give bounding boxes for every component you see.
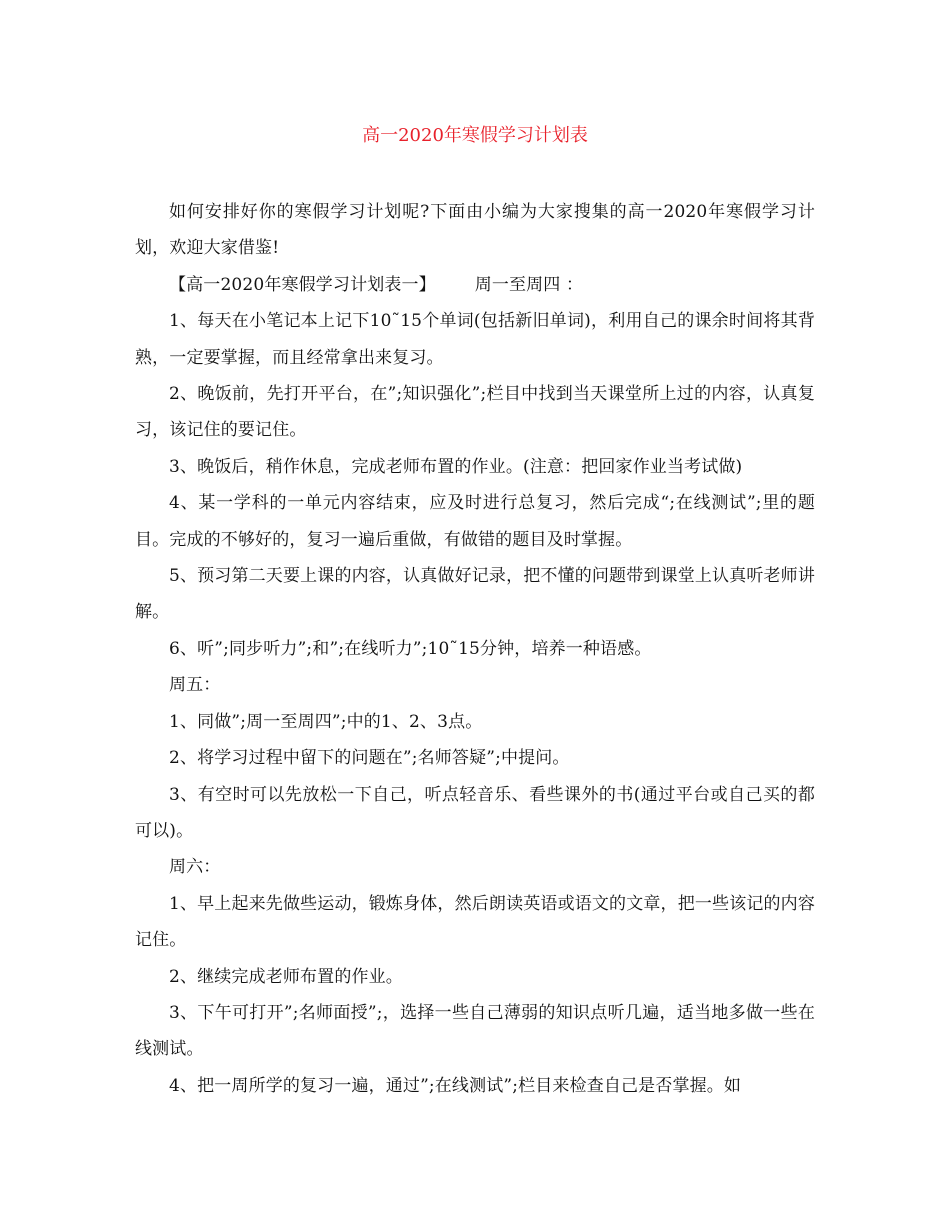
list-item: 6、听”;同步听力”;和”;在线听力”;10˜15分钟，培养一种语感。: [169, 638, 652, 659]
list-item: 1、每天在小笔记本上记下10˜15个单词(包括新旧单词)，利用自己的课余时间将其背熟，一定要掌握，而且经常拿出来复习。: [135, 311, 815, 368]
list-item: 3、晚饭后，稍作休息，完成老师布置的作业。(注意：把回家作业当考试做): [169, 456, 743, 477]
list-item: 2、继续完成老师布置的作业。: [169, 966, 403, 987]
list-item: 5、预习第二天要上课的内容，认真做好记录，把不懂的问题带到课堂上认真听老师讲解。: [135, 566, 815, 623]
section-heading-friday: 周五：: [169, 675, 221, 696]
list-item: 2、将学习过程中留下的问题在”;名师答疑”;中提问。: [169, 748, 570, 769]
list-item: 4、把一周所学的复习一遍，通过”;在线测试”;栏目来检查自己是否掌握。如: [169, 1075, 742, 1096]
section-heading-plan-one: 【高一2020年寒假学习计划表一】 周一至周四 ：: [169, 274, 584, 295]
list-item: 4、某一学科的一单元内容结束，应及时进行总复习，然后完成“;在线测试”;里的题目。完成的不够好的，复习一遍后重做，有做错的题目及时掌握。: [135, 493, 815, 550]
list-item: 2、晚饭前，先打开平台，在”;知识强化”;栏目中找到当天课堂所上过的内容，认真复习，该记住的要记住。: [135, 384, 815, 441]
document-body: [135, 194, 815, 1104]
document-title: 高一2020年寒假学习计划表: [362, 125, 588, 146]
list-item: 1、同做”;周一至周四”;中的1、2、3点。: [169, 711, 483, 732]
list-item: 1、早上起来先做些运动，锻炼身体，然后朗读英语或语文的文章，把一些该记的内容记住。: [135, 893, 815, 951]
intro-paragraph: 如何安排好你的寒假学习计划呢?下面由小编为大家搜集的高一2020年寒假学习计划，欢迎大家借鉴!: [135, 202, 815, 259]
list-item: 3、有空时可以先放松一下自己，听点轻音乐、看些课外的书(通过平台或自己买的都可以)。: [135, 784, 815, 841]
section-heading-saturday: 周六：: [169, 857, 221, 878]
list-item: 3、下午可打开”;名师面授”;，选择一些自己薄弱的知识点听几遍，适当地多做一些在线测试。: [135, 1002, 815, 1060]
